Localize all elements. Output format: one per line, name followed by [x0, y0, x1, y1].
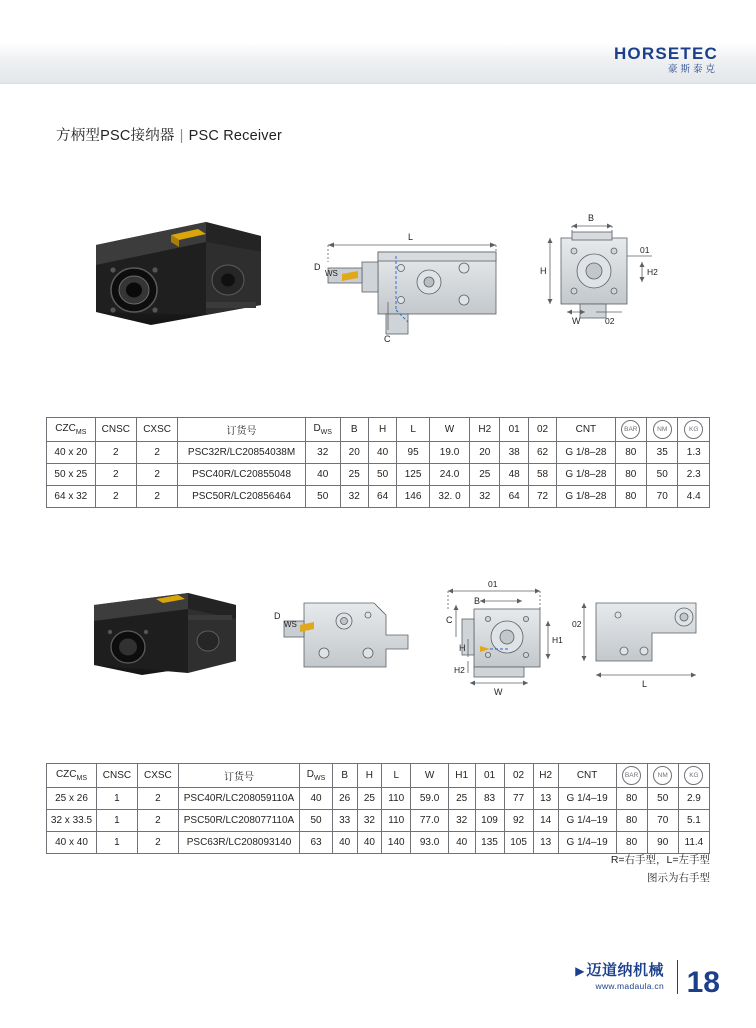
front-view-top [540, 213, 658, 326]
cell-nm: 50 [647, 464, 678, 486]
cell-l: 110 [382, 810, 411, 832]
cell-kg: 11.4 [678, 832, 709, 854]
cell-dws: 40 [300, 788, 333, 810]
svg-text:H1: H1 [552, 635, 563, 645]
page-title-en: PSC Receiver [188, 128, 283, 144]
cell-l: 110 [382, 788, 411, 810]
cell-cnt: G 1/4–19 [558, 810, 616, 832]
cell-cnt: G 1/4–19 [558, 788, 616, 810]
cell-b: 32 [340, 486, 368, 508]
brand-name: HORSETEC [613, 44, 718, 63]
th-h1: H1 [448, 764, 475, 788]
cell-l: 146 [397, 486, 430, 508]
front-view-bottom [446, 579, 563, 697]
cell-kg: 2.3 [678, 464, 710, 486]
cell-w: 24.0 [429, 464, 469, 486]
page-title [56, 124, 282, 145]
cell-b: 40 [332, 832, 357, 854]
svg-text:L: L [408, 232, 414, 242]
th-h2: H2 [470, 418, 500, 442]
table-header-row [47, 764, 710, 788]
th-02: 02 [504, 764, 533, 788]
cell-h: 50 [368, 464, 396, 486]
bottom-drawing-group [56, 575, 716, 705]
cell-02: 77 [504, 788, 533, 810]
th-01: 01 [475, 764, 504, 788]
th-kg [678, 764, 709, 788]
cell-h2: 25 [470, 464, 500, 486]
footer-company-name: 迈道纳机械 [586, 961, 664, 979]
kg-unit-icon: KG [684, 420, 703, 439]
cell-czc: 25 x 26 [47, 788, 97, 810]
svg-text:H: H [540, 266, 547, 276]
cell-02: 58 [528, 464, 556, 486]
note-line-2: 图示为右手型 [647, 871, 710, 884]
cell-cxsc: 2 [137, 832, 178, 854]
cell-cnsc: 2 [95, 464, 136, 486]
cell-h2: 13 [533, 832, 558, 854]
cell-kg: 2.9 [678, 788, 709, 810]
cell-cnt: G 1/8–28 [557, 442, 615, 464]
cell-b: 26 [332, 788, 357, 810]
cell-cnt: G 1/8–28 [557, 464, 615, 486]
handedness-notes [611, 852, 710, 888]
svg-text:01: 01 [640, 245, 650, 255]
cell-nm: 90 [647, 832, 678, 854]
cell-kg: 4.4 [678, 486, 710, 508]
cell-bar: 80 [616, 788, 647, 810]
cell-cnsc: 2 [95, 486, 136, 508]
side-view-top [314, 232, 496, 344]
svg-text:C: C [384, 334, 391, 344]
note-line-1: R=右手型，L=左手型 [610, 854, 710, 866]
cell-cnsc: 1 [96, 788, 137, 810]
side-view-bottom [274, 603, 408, 667]
th-cnsc: CNSC [95, 418, 136, 442]
th-h2: H2 [533, 764, 558, 788]
table-row [47, 442, 710, 464]
th-l: L [397, 418, 430, 442]
th-cxsc: CXSC [137, 418, 178, 442]
th-02: 02 [528, 418, 556, 442]
cell-w: 93.0 [411, 832, 449, 854]
cell-dws: 40 [305, 464, 340, 486]
title-separator: | [179, 128, 184, 144]
th-dws: $D_{WS}$ [305, 418, 340, 442]
cell-order-no: PSC50R/LC208077110A [178, 810, 299, 832]
th-l: L [382, 764, 411, 788]
svg-text:D: D [274, 611, 281, 621]
table-row [47, 810, 710, 832]
cell-cnt: G 1/4–19 [558, 832, 616, 854]
cell-order-no: PSC50R/LC20856464 [178, 486, 306, 508]
kg-unit-icon: KG [684, 766, 703, 785]
cell-cxsc: 2 [137, 442, 178, 464]
cell-dws: 50 [305, 486, 340, 508]
cell-cxsc: 2 [137, 810, 178, 832]
cell-h: 40 [357, 832, 382, 854]
th-kg [678, 418, 710, 442]
cell-02: 105 [504, 832, 533, 854]
th-order-no: 订货号 [178, 764, 299, 788]
cell-h1: 32 [448, 810, 475, 832]
bar-unit-icon: BAR [622, 766, 641, 785]
table-row [47, 486, 710, 508]
page-footer [0, 932, 756, 1028]
th-czc: $CZC_{MS}$ [47, 764, 97, 788]
cell-w: 59.0 [411, 788, 449, 810]
cell-czc: 32 x 33.5 [47, 810, 97, 832]
cell-02: 62 [528, 442, 556, 464]
cell-bar: 80 [615, 486, 646, 508]
svg-text:WS: WS [284, 620, 297, 629]
brand-name-cn: 豪斯泰克 [667, 64, 718, 75]
cell-01: 38 [500, 442, 528, 464]
cell-bar: 80 [615, 442, 646, 464]
cell-l: 95 [397, 442, 430, 464]
cell-h: 40 [368, 442, 396, 464]
cell-nm: 50 [647, 788, 678, 810]
cell-b: 20 [340, 442, 368, 464]
svg-text:B: B [474, 596, 481, 606]
th-cnsc: CNSC [96, 764, 137, 788]
cell-nm: 35 [647, 442, 678, 464]
cell-h2: 14 [533, 810, 558, 832]
nm-unit-icon: NM [653, 766, 672, 785]
th-w: W [411, 764, 449, 788]
cell-bar: 80 [616, 810, 647, 832]
cell-cxsc: 2 [137, 464, 178, 486]
th-nm [647, 418, 678, 442]
page-number: 18 [686, 966, 720, 999]
cell-czc: 64 x 32 [47, 486, 96, 508]
cell-cnt: G 1/8–28 [557, 486, 615, 508]
th-b: B [340, 418, 368, 442]
cell-01: 48 [500, 464, 528, 486]
footer-divider [677, 960, 678, 994]
th-cnt: CNT [558, 764, 616, 788]
cell-cxsc: 2 [137, 788, 178, 810]
table-row [47, 788, 710, 810]
cell-nm: 70 [647, 810, 678, 832]
svg-text:H2: H2 [647, 267, 658, 277]
bar-unit-icon: BAR [621, 420, 640, 439]
table-row [47, 464, 710, 486]
page-title-cn: 方柄型PSC接纳器 [56, 128, 175, 144]
cell-02: 72 [528, 486, 556, 508]
table-header-row [47, 418, 710, 442]
cell-h: 64 [368, 486, 396, 508]
cell-dws: 50 [300, 810, 333, 832]
th-h: H [368, 418, 396, 442]
cell-cxsc: 2 [137, 486, 178, 508]
cell-order-no: PSC40R/LC208059110A [178, 788, 299, 810]
th-01: 01 [500, 418, 528, 442]
cell-01: 83 [475, 788, 504, 810]
th-nm [647, 764, 678, 788]
svg-text:L: L [642, 679, 648, 689]
cell-l: 140 [382, 832, 411, 854]
cell-w: 77.0 [411, 810, 449, 832]
svg-text:D: D [314, 262, 321, 272]
th-bar [616, 764, 647, 788]
svg-text:B: B [588, 213, 595, 223]
cell-czc: 40 x 40 [47, 832, 97, 854]
svg-text:H: H [459, 643, 466, 653]
svg-text:W: W [494, 687, 503, 697]
th-cnt: CNT [557, 418, 615, 442]
footer-url: www.madaula.cn [595, 981, 664, 992]
product-photo-top [96, 222, 261, 325]
svg-text:WS: WS [325, 269, 338, 278]
svg-text:C: C [446, 615, 453, 625]
cell-cnsc: 1 [96, 832, 137, 854]
cell-h1: 25 [448, 788, 475, 810]
th-czc: $CZC_{MS}$ [47, 418, 96, 442]
th-cxsc: CXSC [137, 764, 178, 788]
svg-text:02: 02 [605, 316, 615, 326]
triangle-icon: ▶ [575, 963, 585, 978]
cell-w: 19.0 [429, 442, 469, 464]
th-b: B [332, 764, 357, 788]
cell-czc: 50 x 25 [47, 464, 96, 486]
cell-01: 109 [475, 810, 504, 832]
cell-order-no: PSC32R/LC20854038M [178, 442, 306, 464]
cell-czc: 40 x 20 [47, 442, 96, 464]
th-order-no: 订货号 [178, 418, 306, 442]
cell-l: 125 [397, 464, 430, 486]
cell-nm: 70 [647, 486, 678, 508]
th-h: H [357, 764, 382, 788]
brand-logo [614, 45, 718, 75]
th-dws: $D_{WS}$ [300, 764, 333, 788]
plan-view-bottom [572, 603, 696, 689]
cell-dws: 63 [300, 832, 333, 854]
cell-01: 64 [500, 486, 528, 508]
cell-01: 135 [475, 832, 504, 854]
nm-unit-icon: NM [653, 420, 672, 439]
product-photo-bottom [94, 593, 236, 675]
svg-text:01: 01 [488, 579, 498, 589]
cell-dws: 32 [305, 442, 340, 464]
cell-w: 32. 0 [429, 486, 469, 508]
cell-b: 25 [340, 464, 368, 486]
th-w: W [429, 418, 469, 442]
table-row [47, 832, 710, 854]
cell-02: 92 [504, 810, 533, 832]
cell-bar: 80 [615, 464, 646, 486]
cell-h2: 32 [470, 486, 500, 508]
svg-text:02: 02 [572, 619, 582, 629]
svg-text:H2: H2 [454, 665, 465, 675]
spec-table-bottom [46, 763, 710, 854]
cell-h2: 20 [470, 442, 500, 464]
cell-order-no: PSC40R/LC20855048 [178, 464, 306, 486]
cell-h2: 13 [533, 788, 558, 810]
top-drawing-group [56, 190, 706, 350]
cell-h: 32 [357, 810, 382, 832]
svg-text:W: W [572, 316, 581, 326]
spec-table-top [46, 417, 710, 508]
cell-h: 25 [357, 788, 382, 810]
cell-b: 33 [332, 810, 357, 832]
cell-kg: 5.1 [678, 810, 709, 832]
cell-cnsc: 1 [96, 810, 137, 832]
th-bar [615, 418, 646, 442]
cell-h1: 40 [448, 832, 475, 854]
cell-kg: 1.3 [678, 442, 710, 464]
cell-cnsc: 2 [95, 442, 136, 464]
footer-company-logo [575, 962, 664, 992]
cell-order-no: PSC63R/LC208093140 [178, 832, 299, 854]
cell-bar: 80 [616, 832, 647, 854]
